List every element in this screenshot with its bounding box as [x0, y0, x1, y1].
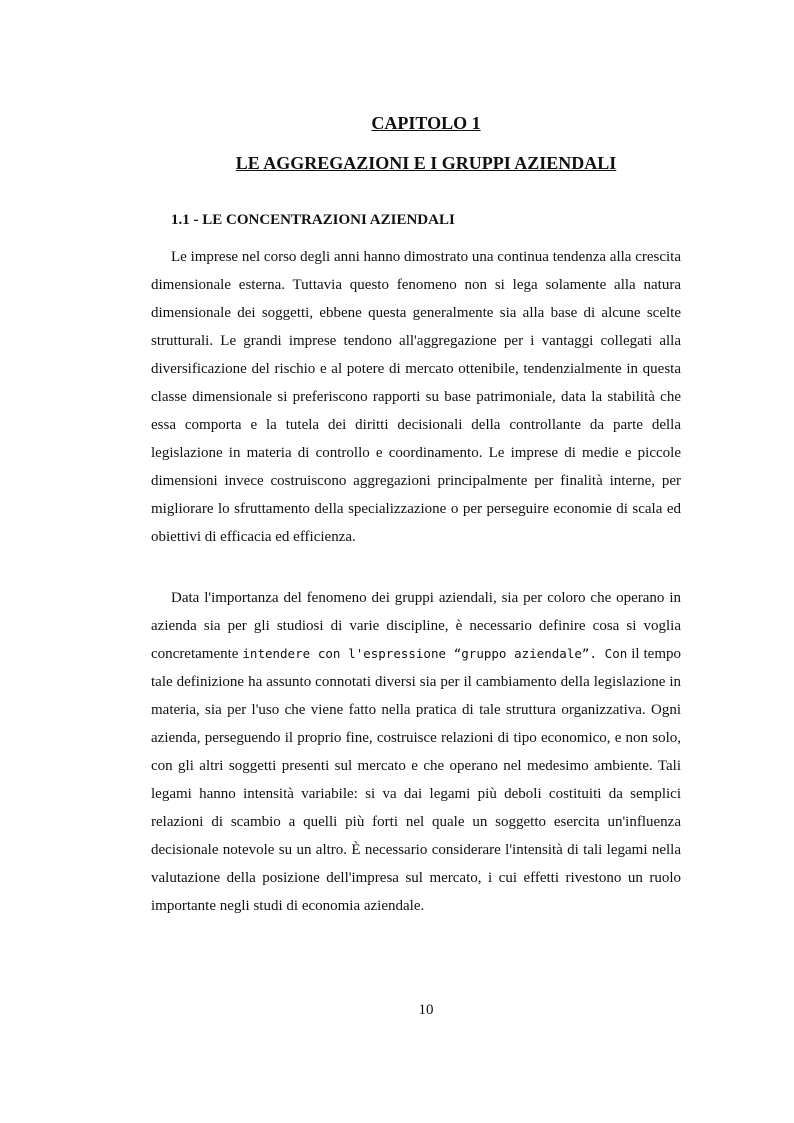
chapter-title: LE AGGREGAZIONI E I GRUPPI AZIENDALI	[235, 153, 617, 173]
paragraph-2-monospace-run: intendere con l'espressione “gruppo aziendale”. Con	[242, 646, 628, 661]
chapter-label: CAPITOLO 1	[371, 113, 481, 133]
page-number: 10	[418, 1002, 434, 1018]
paragraph-1: Le imprese nel corso degli anni hanno dimostrato una continua tendenza alla crescita dimensionale esterna. Tuttavia questo fenomeno non si lega solamente alla natura dimensionale dei soggetti, ebbene questa generalmente sia alla base di alcune scelte strutturali. Le grandi imprese tendono all'aggregazione per i vantaggi collegati alla diversificazione del rischio e al potere di mercato ottenibile, tendenzialmente in questa classe dimensionale si preferiscono rapporti su base patrimoniale, data la stabilità che essa comporta e la tutela dei diritti decisionali della controllante da parte della legislazione in materia di controllo e coordinamento. Le imprese di medie e piccole dimensioni invece costruiscono aggregazioni principalmente per finalità interne, per migliorare lo sfruttamento della specializzazione o per perseguire economie di scala ed obiettivi di efficacia ed efficienza.	[151, 249, 681, 545]
paragraph-2-text-end: il tempo tale definizione ha assunto connotati diversi sia per il cambiamento della legislazione in materia, sia per l'uso che viene fatto nella pratica di tale struttura organizzativa. Ogni azienda, perseguendo il proprio fine, costruisce relazioni di tipo economico, e non solo, con gli altri soggetti presenti sul mercato e che operano nel medesimo ambiente. Tali legami hanno intensità variabile: si va dai legami più deboli costituiti da semplici relazioni di scambio a quelli più forti nel quale un soggetto esercita un'influenza decisionale notevole su un altro. È necessario considerare l'intensità di tali legami nella valutazione della posizione dell'impresa sul mercato, i cui effetti rivestono un ruolo importante negli studi di economia aziendale.	[151, 646, 681, 914]
paragraph-2-text-start: Data l'importanza del fenomeno dei gruppi aziendali, sia per coloro che operano in azienda sia per gli studiosi di varie discipline, è necessario definire cosa si voglia concretamente	[151, 590, 681, 662]
paragraph-2	[151, 584, 681, 920]
section-heading: 1.1 - LE CONCENTRAZIONI AZIENDALI	[171, 212, 455, 228]
